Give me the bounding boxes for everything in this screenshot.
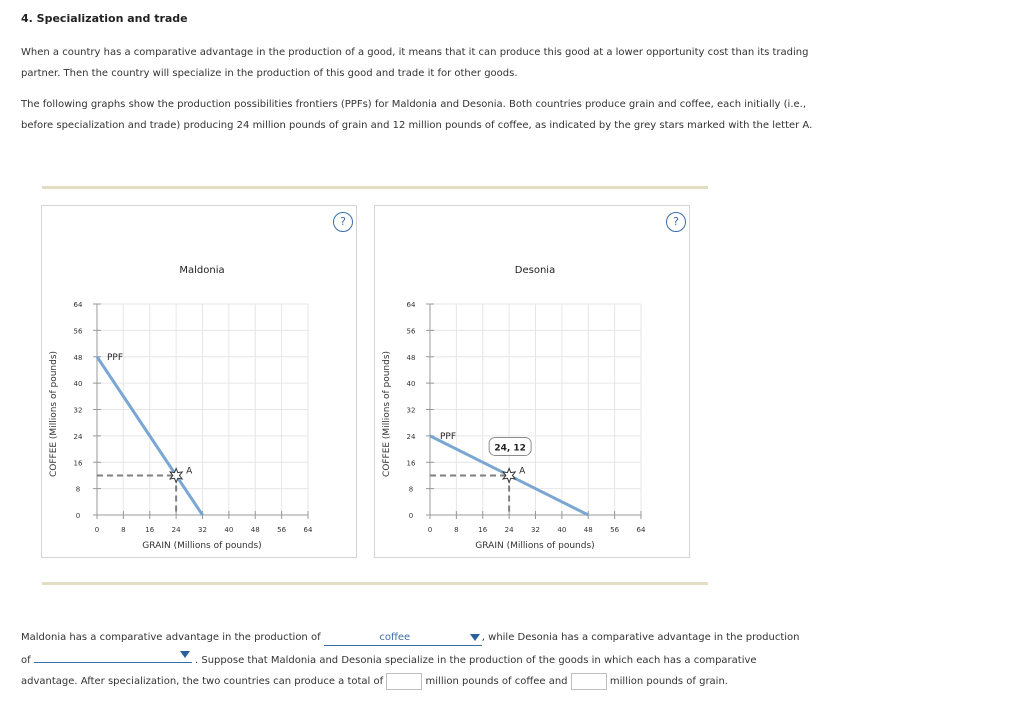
dropdown-1-chevron-down-icon bbox=[470, 634, 480, 641]
intro-paragraph-2: The following graphs show the production possibilities frontiers (PPFs) for Maldonia and Desonia. Both countries produce grain and coffee, each initially (i.e., before specialization and trade) producing 24 million pounds of grain and 12 million pounds of coffee, as indicated by the grey stars marked with the letter A. bbox=[21, 99, 813, 131]
y-tick-label: 40 bbox=[73, 380, 83, 389]
x-tick-label: 32 bbox=[198, 526, 207, 534]
x-tick-label: 56 bbox=[610, 526, 620, 534]
y-tick-label: 24 bbox=[406, 432, 416, 441]
x-tick-label: 24 bbox=[171, 526, 181, 534]
x-tick-label: 16 bbox=[145, 526, 155, 534]
y-tick-label: 8 bbox=[408, 485, 414, 494]
x-tick-label: 16 bbox=[478, 526, 488, 534]
y-tick-label: 0 bbox=[408, 512, 414, 520]
x-tick-label: 24 bbox=[504, 526, 514, 534]
y-tick-label: 56 bbox=[73, 327, 83, 336]
desonia-chart bbox=[375, 206, 691, 559]
answer-text-5: million pounds of grain. bbox=[609, 676, 728, 687]
x-tick-label: 8 bbox=[454, 526, 459, 534]
ppf-label: PPF bbox=[440, 431, 457, 442]
comparative-advantage-maldonia-dropdown[interactable] bbox=[324, 631, 482, 646]
x-tick-label: 40 bbox=[224, 526, 234, 534]
top-divider bbox=[42, 186, 708, 189]
y-tick-label: 0 bbox=[75, 512, 81, 520]
x-tick-label: 56 bbox=[277, 526, 287, 534]
ppf-label: PPF bbox=[107, 352, 124, 363]
y-tick-label: 40 bbox=[406, 380, 416, 389]
x-axis-label: GRAIN (Millions of pounds) bbox=[142, 541, 262, 551]
y-tick-label: 56 bbox=[406, 327, 416, 336]
y-tick-label: 48 bbox=[73, 353, 83, 362]
answer-text-1: Maldonia has a comparative advantage in the production of bbox=[21, 632, 321, 643]
answer-text-2: , while Desonia has a comparative advantage in the production of bbox=[21, 632, 800, 666]
y-tick-label: 32 bbox=[406, 406, 416, 415]
y-tick-label: 64 bbox=[406, 301, 416, 309]
x-tick-label: 8 bbox=[121, 526, 126, 534]
dropdown-2-chevron-down-icon bbox=[180, 651, 190, 658]
maldonia-help-button[interactable]: ? bbox=[333, 212, 353, 232]
desonia-graph-panel bbox=[374, 205, 690, 558]
x-axis-label: GRAIN (Millions of pounds) bbox=[475, 541, 595, 551]
answer-text-4: million pounds of coffee and bbox=[425, 676, 568, 687]
y-tick-label: 16 bbox=[73, 459, 83, 468]
y-axis-label: COFFEE (Millions of pounds) bbox=[49, 350, 59, 478]
bottom-divider bbox=[42, 582, 708, 585]
answer-paragraph bbox=[21, 627, 801, 692]
x-tick-label: 40 bbox=[557, 526, 567, 534]
maldonia-chart bbox=[42, 206, 358, 559]
total-grain-input[interactable] bbox=[571, 673, 607, 690]
x-tick-label: 32 bbox=[531, 526, 540, 534]
maldonia-graph-panel bbox=[41, 205, 357, 558]
total-coffee-input[interactable] bbox=[386, 673, 422, 690]
chart-title: Maldonia bbox=[179, 265, 225, 276]
x-tick-label: 0 bbox=[427, 526, 433, 534]
intro-paragraph-1: When a country has a comparative advantage in the production of a good, it means that it can produce this good at a lower opportunity cost than its trading partner. Then the country will specialize in the production of this good and trade it for other goods. bbox=[21, 47, 809, 79]
x-tick-label: 0 bbox=[94, 526, 100, 534]
point-a-label: A bbox=[519, 466, 526, 477]
desonia-help-button[interactable]: ? bbox=[666, 212, 686, 232]
x-tick-label: 48 bbox=[250, 526, 260, 534]
y-tick-label: 24 bbox=[73, 432, 83, 441]
y-tick-label: 32 bbox=[73, 406, 83, 415]
x-tick-label: 64 bbox=[303, 526, 313, 534]
y-axis-label: COFFEE (Millions of pounds) bbox=[382, 350, 392, 478]
comparative-advantage-desonia-dropdown[interactable] bbox=[34, 648, 192, 663]
chart-title: Desonia bbox=[514, 265, 556, 276]
point-a-label: A bbox=[186, 466, 193, 477]
x-tick-label: 48 bbox=[583, 526, 593, 534]
x-tick-label: 64 bbox=[636, 526, 646, 534]
y-tick-label: 8 bbox=[75, 485, 81, 494]
y-tick-label: 16 bbox=[406, 459, 416, 468]
point-a-tooltip-text: 24, 12 bbox=[494, 443, 526, 454]
answer-text-3: . Suppose that Maldonia and Desonia specialize in the production of the goods in which each has a comparative advantage. After specialization, the two countries can produce a total of bbox=[21, 655, 757, 687]
question-title: 4. Specialization and trade bbox=[21, 12, 188, 25]
y-tick-label: 48 bbox=[406, 353, 416, 362]
dropdown-1-value: coffee bbox=[379, 632, 411, 643]
y-tick-label: 64 bbox=[73, 301, 83, 309]
